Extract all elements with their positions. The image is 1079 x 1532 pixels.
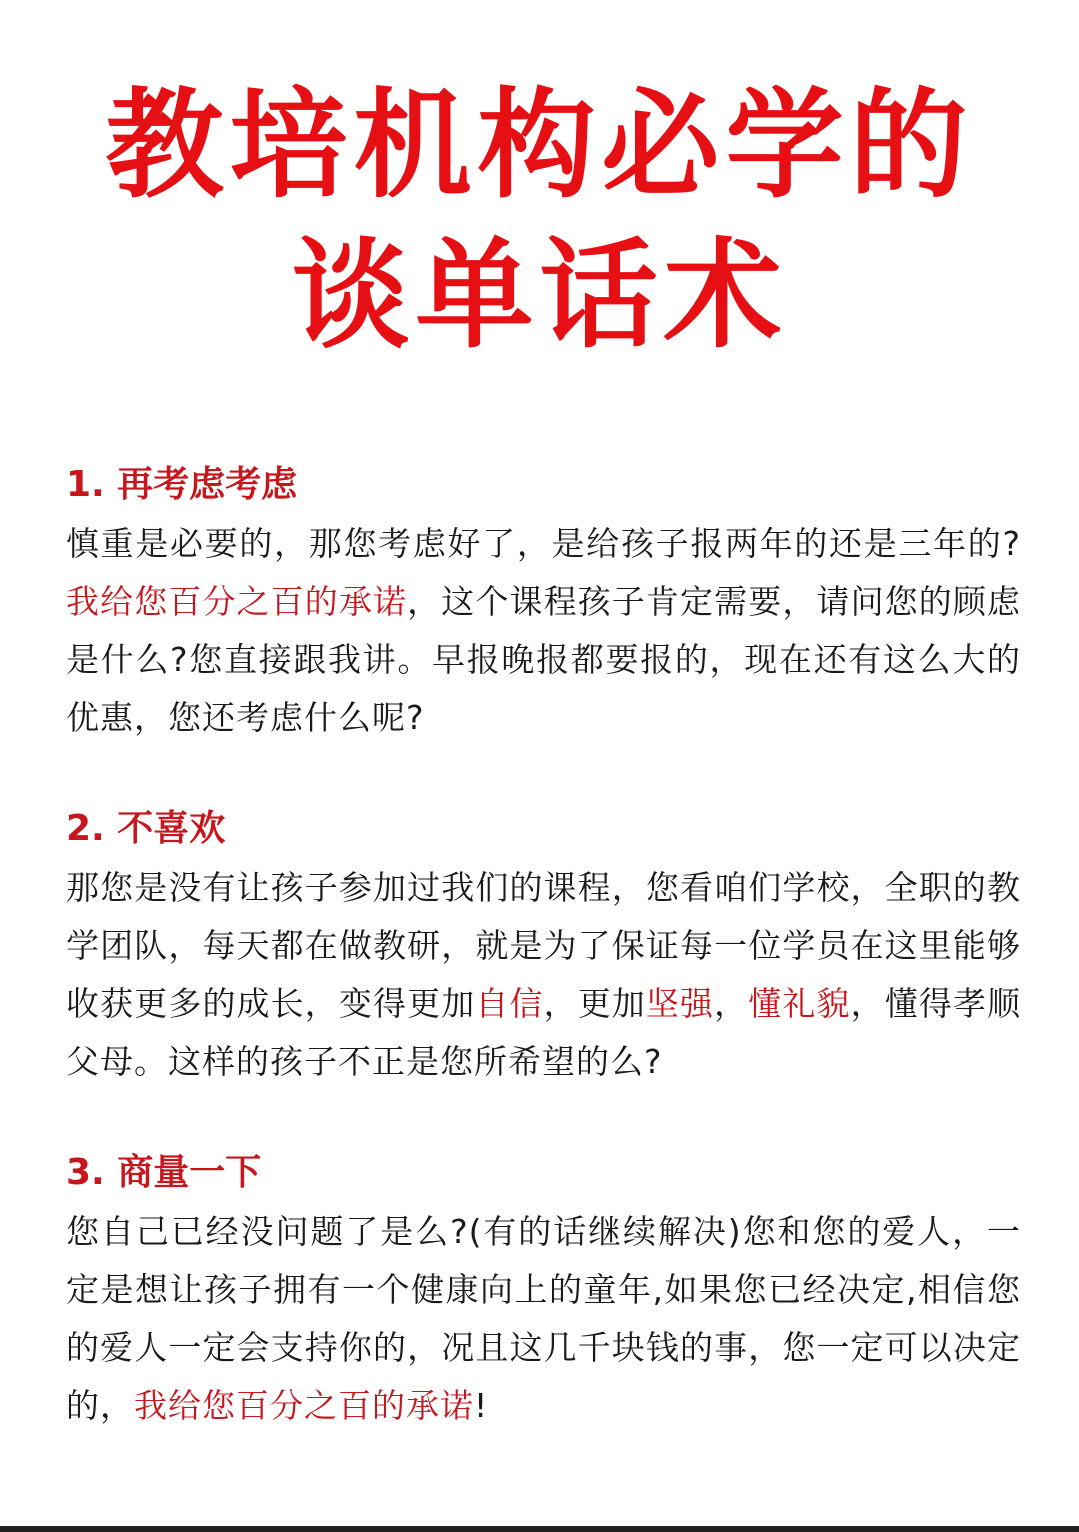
page-title <box>0 70 1079 370</box>
bottom-divider <box>0 1526 1079 1532</box>
section-2-text: ，更加 <box>543 984 646 1023</box>
section-1-text: ，这个课程孩子肯定需要，请问您的顾虑是什么?您直接跟我讲。早报晚报都要报的，现在还有这么大的优惠，您还考虑什么呢? <box>66 582 1022 737</box>
section-2-highlight: 自信 <box>475 984 544 1023</box>
section-2-heading: 2. 不喜欢 <box>66 808 226 849</box>
section-2-body <box>66 859 1021 1091</box>
section-3-heading: 3. 商量一下 <box>66 1152 262 1193</box>
section-2-highlight: 懂礼貌 <box>748 984 851 1023</box>
section-3-body <box>66 1203 1021 1435</box>
section-1 <box>66 455 1021 747</box>
section-3-text: ! <box>474 1386 489 1425</box>
section-2-text: 那您是没有让孩子参加过我们的课程，您看咱们学校，全职的教学团队，每天都在做教研，就是为了保证每一位学员在这里能够收获更多的成长，变得更加 <box>66 868 1021 1023</box>
section-2-text: ，懂得孝顺父母。这样的孩子不正是您所希望的么? <box>66 984 1022 1081</box>
section-1-body <box>66 515 1021 747</box>
section-3-text: 您自己已经没问题了是么?(有的话继续解决)您和您的爱人，一定是想让孩子拥有一个健康向上的童年,如果您已经决定,相信您的爱人一定会支持你的，况且这几千块钱的事，您一定可以决定的， <box>66 1212 1021 1425</box>
section-1-text: 慎重是必要的，那您考虑好了，是给孩子报两年的还是三年的? <box>66 524 1021 563</box>
section-2-text: ， <box>714 984 749 1023</box>
article-content <box>66 455 1021 1487</box>
section-1-highlight: 我给您百分之百的承诺 <box>66 582 408 621</box>
section-3-highlight: 我给您百分之百的承诺 <box>134 1386 474 1425</box>
section-1-heading: 1. 再考虑考虑 <box>66 464 298 505</box>
section-2 <box>66 799 1021 1091</box>
section-2-highlight: 坚强 <box>645 984 715 1023</box>
title-line-1: 教培机构必学的 <box>105 76 974 214</box>
title-line-2: 谈单话术 <box>291 226 788 364</box>
section-3 <box>66 1143 1021 1435</box>
